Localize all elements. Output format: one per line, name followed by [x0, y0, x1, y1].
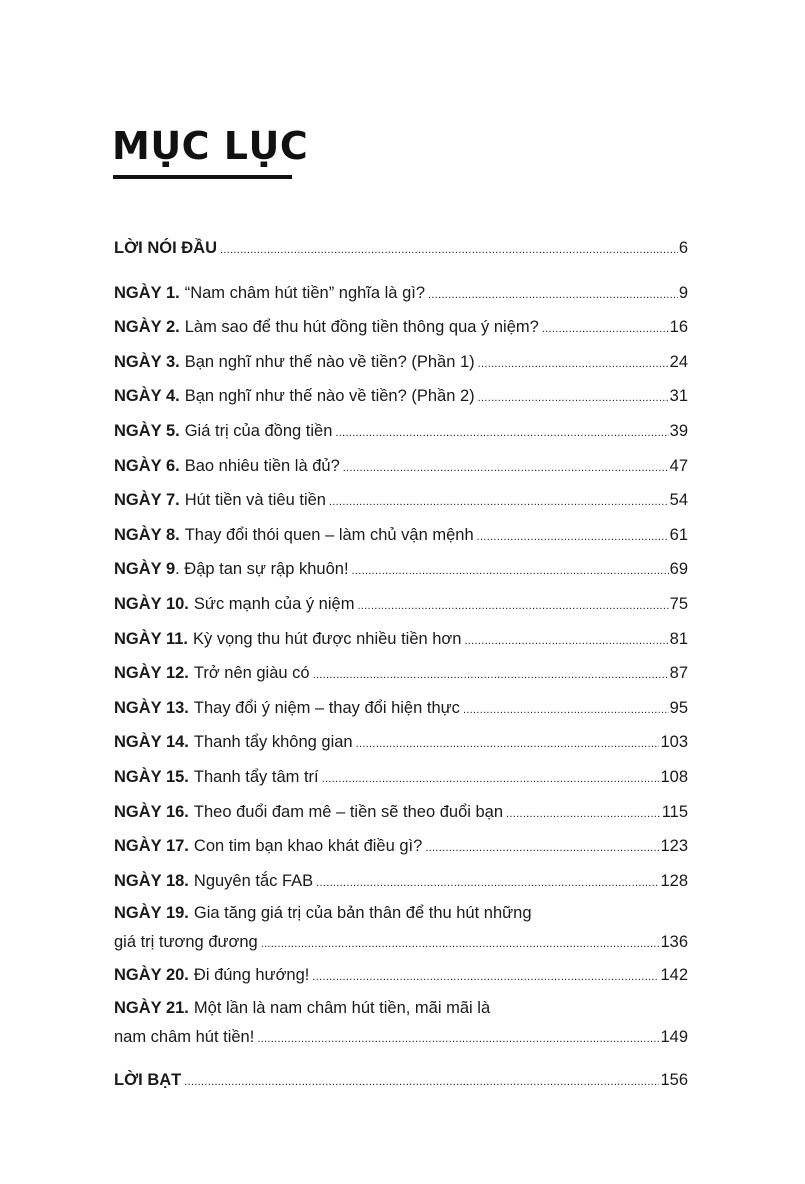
- toc-page-number: 156: [660, 1070, 688, 1089]
- dot-leader: [463, 694, 669, 727]
- toc-page-number: 39: [669, 421, 688, 440]
- toc-entry-title: Sức mạnh của ý niệm: [193, 594, 355, 613]
- toc-page-number: 47: [669, 456, 688, 475]
- toc-entry-title: Trở nên giàu có: [193, 664, 310, 683]
- toc-entry-title: Giá trị của đồng tiền: [184, 421, 333, 440]
- toc-day-label: NGÀY 18.: [114, 871, 189, 890]
- toc-entry-title-line2: giá trị tương đương: [114, 933, 258, 952]
- toc-entry-title-line2: nam châm hút tiền!: [114, 1027, 255, 1046]
- toc-entry-title: Kỳ vọng thu hút được nhiều tiền hơn: [192, 629, 462, 648]
- dot-leader: [352, 555, 669, 588]
- toc-page-number: 103: [660, 733, 688, 752]
- toc-day-label: NGÀY 8.: [114, 525, 180, 544]
- toc-day-label: NGÀY 20.: [114, 966, 189, 985]
- toc-day-label: NGÀY 21.: [114, 998, 189, 1017]
- toc-day-label: NGÀY 12.: [114, 664, 189, 683]
- toc-day-label: NGÀY 14.: [114, 733, 189, 752]
- toc-entry-title: Thanh tẩy không gian: [193, 733, 353, 752]
- dot-leader: [329, 486, 669, 519]
- dot-leader: [312, 961, 659, 994]
- toc-entry[interactable]: [114, 761, 688, 796]
- page-title: MỤC LỤC: [112, 124, 309, 168]
- toc-day-label: NGÀY 19.: [114, 904, 189, 923]
- toc-entry-title: Hút tiền và tiêu tiền: [184, 491, 326, 510]
- toc-day-label: NGÀY 10.: [114, 594, 189, 613]
- toc-entry-preface[interactable]: [114, 232, 688, 267]
- toc-page-number: 6: [678, 239, 688, 257]
- dot-leader: [478, 348, 669, 381]
- toc-day-label: NGÀY 6.: [114, 456, 180, 475]
- toc-entry-title: Đi đúng hướng!: [193, 966, 310, 985]
- toc-page-number: 136: [660, 933, 688, 952]
- toc-day-label: NGÀY 9: [114, 560, 176, 579]
- toc-entry[interactable]: [114, 415, 688, 450]
- table-of-contents: [114, 232, 688, 1098]
- toc-entry-title: Bạn nghĩ như thế nào về tiền? (Phần 1): [184, 352, 475, 371]
- toc-day-label: NGÀY 1.: [114, 283, 180, 302]
- toc-day-label: NGÀY 4.: [114, 387, 180, 406]
- toc-page-number: 16: [669, 318, 688, 337]
- toc-page-number: 87: [669, 664, 688, 683]
- toc-entry-afterword[interactable]: [114, 1064, 688, 1099]
- toc-entry[interactable]: [114, 623, 688, 658]
- dot-leader: [316, 867, 659, 900]
- toc-entry-title: Bạn nghĩ như thế nào về tiền? (Phần 2): [184, 387, 475, 406]
- toc-page-number: 128: [660, 871, 688, 890]
- dot-leader: [313, 659, 669, 692]
- toc-page-number: 81: [669, 629, 688, 648]
- toc-entry[interactable]: [114, 865, 688, 900]
- toc-page-number: 123: [660, 837, 688, 856]
- toc-page-number: 142: [660, 966, 688, 985]
- toc-entry[interactable]: [114, 311, 688, 346]
- toc-day-label: NGÀY 7.: [114, 491, 180, 510]
- toc-entry[interactable]: [114, 657, 688, 692]
- toc-page-number: 31: [669, 387, 688, 406]
- toc-entry[interactable]: [114, 830, 688, 865]
- toc-page-number: 54: [669, 491, 688, 510]
- toc-entry[interactable]: [114, 519, 688, 554]
- toc-entry-title-line1: Gia tăng giá trị của bản thân để thu hút những: [193, 904, 532, 923]
- toc-page-number: 9: [678, 283, 688, 302]
- toc-entry[interactable]: [114, 588, 688, 623]
- toc-entry-title: Bao nhiêu tiền là đủ?: [184, 456, 340, 475]
- toc-page-number: 149: [660, 1027, 688, 1046]
- toc-entry-title: Thay đổi ý niệm – thay đổi hiện thực: [193, 698, 460, 717]
- dot-leader: [261, 929, 660, 959]
- toc-entry[interactable]: [114, 277, 688, 312]
- toc-entry[interactable]: [114, 484, 688, 519]
- toc-day-label: NGÀY 15.: [114, 767, 189, 786]
- toc-page-number: 95: [669, 698, 688, 717]
- toc-day-label: NGÀY 16.: [114, 802, 189, 821]
- toc-page-number: 61: [669, 525, 688, 544]
- toc-entry-title: . Đập tan sự rập khuôn!: [175, 560, 349, 579]
- dot-leader: [357, 590, 668, 623]
- toc-entry[interactable]: [114, 380, 688, 415]
- toc-day-label: NGÀY 2.: [114, 318, 180, 337]
- dot-leader: [542, 313, 669, 346]
- toc-entry-title: Theo đuổi đam mê – tiền sẽ theo đuổi bạn: [193, 802, 504, 821]
- dot-leader: [464, 625, 668, 658]
- toc-entry[interactable]: [114, 796, 688, 831]
- toc-page-number: 75: [669, 594, 688, 613]
- dot-leader: [335, 417, 668, 450]
- toc-entry[interactable]: [114, 450, 688, 485]
- toc-entry[interactable]: [114, 692, 688, 727]
- toc-entry-day-20[interactable]: [114, 959, 688, 994]
- dot-leader: [506, 798, 661, 831]
- toc-entry-title: Nguyên tắc FAB: [193, 871, 314, 890]
- dot-leader: [356, 728, 660, 761]
- toc-entry[interactable]: [114, 726, 688, 761]
- toc-day-label: NGÀY 11.: [114, 629, 188, 648]
- toc-entry-label: LỜI BẠT: [114, 1070, 182, 1089]
- dot-leader: [477, 521, 669, 554]
- toc-day-label: NGÀY 5.: [114, 421, 180, 440]
- toc-entry[interactable]: [114, 553, 688, 588]
- toc-entry-title: Con tim bạn khao khát điều gì?: [193, 837, 423, 856]
- toc-entry-day-19[interactable]: [114, 899, 688, 959]
- toc-day-label: NGÀY 3.: [114, 352, 180, 371]
- toc-page-number: 115: [661, 802, 688, 821]
- toc-entry[interactable]: [114, 346, 688, 381]
- dot-leader: [478, 382, 669, 415]
- dot-leader: [220, 234, 678, 267]
- toc-page-number: 24: [669, 352, 688, 371]
- toc-entry-title-line1: Một lần là nam châm hút tiền, mãi mãi là: [193, 998, 491, 1017]
- dot-leader: [343, 452, 669, 485]
- dot-leader: [425, 832, 659, 865]
- toc-entry-label: LỜI NÓI ĐẦU: [114, 239, 217, 257]
- toc-page-number: 69: [669, 560, 688, 579]
- dot-leader: [322, 763, 660, 796]
- title-underline: [113, 175, 292, 179]
- toc-entry-day-21[interactable]: [114, 994, 688, 1054]
- dot-leader: [257, 1024, 659, 1054]
- toc-page-number: 108: [660, 767, 688, 786]
- toc-entry-title: Làm sao để thu hút đồng tiền thông qua ý niệm?: [184, 318, 539, 337]
- toc-entry-title: Thanh tẩy tâm trí: [193, 767, 319, 786]
- toc-day-label: NGÀY 17.: [114, 837, 189, 856]
- toc-chapter-list: [114, 277, 688, 900]
- dot-leader: [184, 1066, 659, 1099]
- toc-entry-title: Thay đổi thói quen – làm chủ vận mệnh: [184, 525, 474, 544]
- toc-day-label: NGÀY 13.: [114, 698, 189, 717]
- dot-leader: [428, 279, 678, 312]
- toc-entry-title: “Nam châm hút tiền” nghĩa là gì?: [184, 283, 426, 302]
